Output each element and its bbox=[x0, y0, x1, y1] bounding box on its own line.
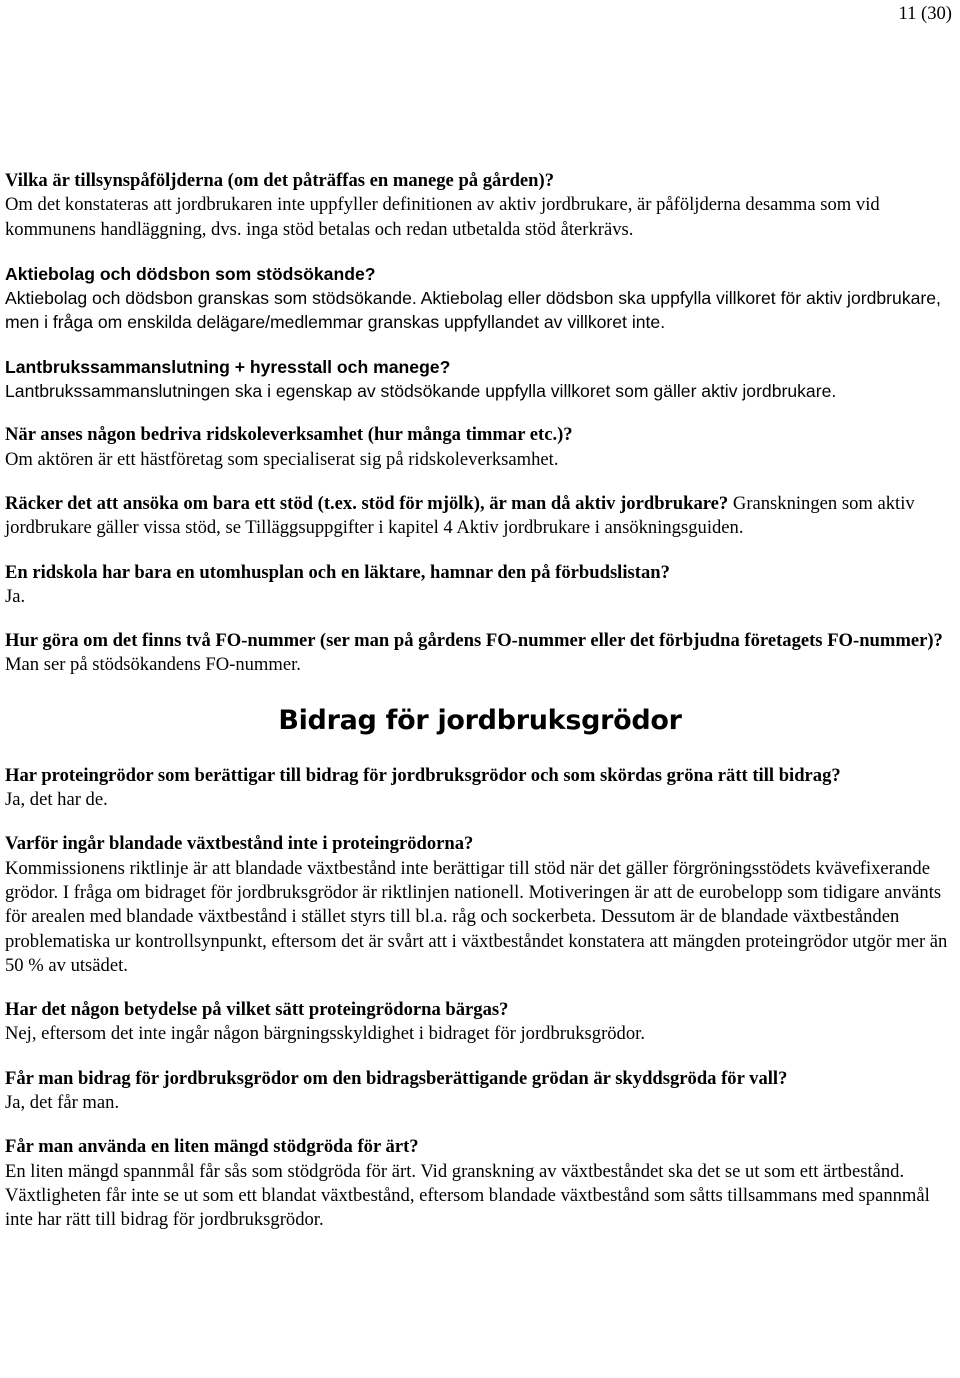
answer: Om aktören är ett hästföretag som specialiserat sig på ridskoleverksamhet. bbox=[5, 448, 559, 470]
question: Varför ingår blandade växtbestånd inte i proteingrödorna? bbox=[5, 833, 474, 855]
answer: Nej, eftersom det inte ingår någon bärgningsskyldighet i bidraget för jordbruksgrödor. bbox=[5, 1023, 645, 1045]
answer: Lantbrukssammanslutningen ska i egenskap av stödsökande uppfylla villkoret som gäller aktiv jordbrukare. bbox=[5, 381, 837, 402]
answer: En liten mängd spannmål får sås som stödgröda för ärt. Vid granskning av växtbeståndet ska det se ut som ett ärtbestånd. Växtligheten får inte se ut som ett blandat växtbestånd, eftersom blandade växtbestånd som såtts tillsammans med spannmål inte har rätt till bidrag för jordbruksgrödor. bbox=[5, 1160, 930, 1231]
question: Har proteingrödor som berättigar till bidrag för jordbruksgrödor och som skördas gröna rätt till bidrag? bbox=[5, 764, 841, 786]
question: En ridskola har bara en utomhusplan och en läktare, hamnar den på förbudslistan? bbox=[5, 561, 670, 583]
qa-item bbox=[5, 832, 955, 978]
question: Har det någon betydelse på vilket sätt proteingrödorna bärgas? bbox=[5, 999, 509, 1021]
qa-paragraph bbox=[5, 492, 955, 541]
question: När anses någon bedriva ridskoleverksamhet (hur många timmar etc.)? bbox=[5, 424, 573, 446]
answer: Om det konstateras att jordbrukaren inte uppfyller definitionen av aktiv jordbrukare, är påföljderna desamma som vid kommunens handläggning, dvs. inga stöd betalas och redan utbetalda stöd återkrävs. bbox=[5, 194, 880, 240]
question: Får man bidrag för jordbruksgrödor om den bidragsberättigande grödan är skyddsgröda för vall? bbox=[5, 1067, 788, 1089]
question: Får man använda en liten mängd stödgröda för ärt? bbox=[5, 1136, 419, 1158]
qa-item bbox=[5, 1135, 955, 1232]
qa-item bbox=[5, 561, 955, 610]
question: Vilka är tillsynspåföljderna (om det påträffas en manege på gården)? bbox=[5, 170, 555, 191]
answer: Man ser på stödsökandens FO-nummer. bbox=[5, 654, 301, 676]
answer: Kommissionens riktlinje är att blandade växtbestånd inte berättigar till stöd när det gäller förgröningsstödets kvävefixerande grödor. I fråga om bidraget för jordbruksgrödor är riktlinjen nationell. Motiveringen är att de eurobelopp som tidigare använts för arealen med blandade växtbestånd i stället styrs till bl.a. råg och sockerbeta. Dessutom är de blandade växtbestånden problematiska ur kontrollsynpunkt, eftersom det är svårt att i växtbeståndet konstatera att mängden proteingrödor utgör mer än 50 % av utsädet. bbox=[5, 857, 948, 976]
section-heading: Bidrag för jordbruksgrödor bbox=[278, 704, 682, 736]
qa-item bbox=[5, 262, 955, 335]
answer: Aktiebolag och dödsbon granskas som stödsökande. Aktiebolag eller dödsbon ska uppfylla villkoret för aktiv jordbrukare, men i fråga om enskilda delägare/medlemmar granskas uppfyllandet av villkoret inte. bbox=[5, 288, 941, 333]
qa-item bbox=[5, 169, 955, 242]
answer: Ja, det får man. bbox=[5, 1092, 120, 1114]
answer: Ja. bbox=[5, 585, 26, 607]
question: Räcker det att ansöka om bara ett stöd (t.ex. stöd för mjölk), är man då aktiv jordbrukare? bbox=[5, 492, 729, 514]
qa-item bbox=[5, 492, 955, 541]
qa-item bbox=[5, 998, 955, 1047]
qa-item bbox=[5, 423, 955, 472]
qa-item bbox=[5, 1067, 955, 1116]
answer: Granskningen som aktiv jordbrukare gäller vissa stöd, se Tilläggsuppgifter i kapitel 4 Aktiv jordbrukare i ansökningsguiden. bbox=[5, 492, 915, 539]
question: Lantbrukssammanslutning + hyresstall och manege? bbox=[5, 356, 451, 377]
question: Aktiebolag och dödsbon som stödsökande? bbox=[5, 263, 376, 284]
qa-item bbox=[5, 355, 955, 404]
document-body bbox=[5, 169, 955, 1233]
qa-item bbox=[5, 629, 955, 678]
answer: Ja, det har de. bbox=[5, 789, 108, 811]
qa-item bbox=[5, 764, 955, 813]
page-number: 11 (30) bbox=[898, 3, 952, 24]
question: Hur göra om det finns två FO-nummer (ser man på gårdens FO-nummer eller det förbjudna företagets FO-nummer)? bbox=[5, 630, 943, 652]
